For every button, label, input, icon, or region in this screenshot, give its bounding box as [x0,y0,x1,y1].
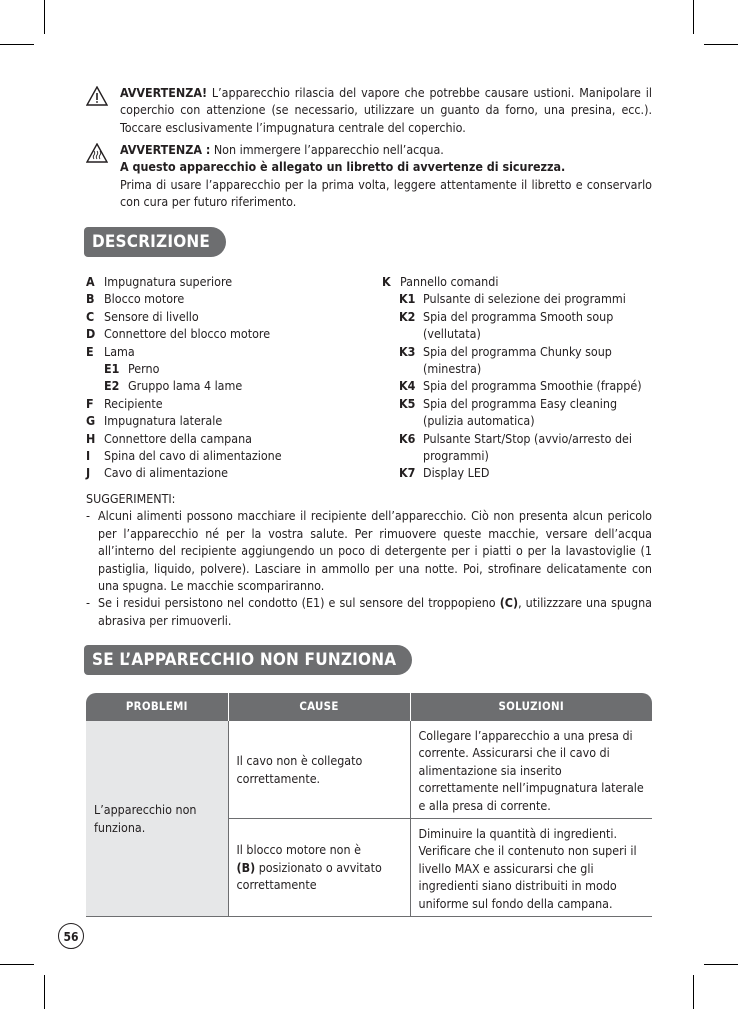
crop-mark [693,0,694,34]
list-item: F Recipiente [86,395,163,411]
list-item: A Impugnatura superiore [86,274,233,289]
warning-steam [86,84,652,136]
hot-steam-warning-icon [86,143,108,163]
list-item: C Sensore di livello [86,308,199,324]
list-item: E2 Gruppo lama 4 lame [104,378,243,394]
section-title-descrizione: DESCRIZIONE [84,227,226,257]
crop-mark [693,975,694,1009]
warning-label: AVVERTENZA! [120,85,208,100]
list-item: K2 Spia del programma Smooth soup (vellutata) [399,308,614,342]
cause-cell: Il blocco motore non è (B) posizionato o avvitato correttamente [228,819,410,917]
crop-mark [704,964,738,965]
column-header-cause: CAUSE [228,693,410,721]
list-item: E Lama [86,343,135,359]
list-item: B Blocco motore [86,291,185,307]
list-item: K Pannello comandi [382,274,499,289]
troubleshooting-table [86,693,652,917]
crop-mark [0,964,34,965]
list-item: K6 Pulsante Start/Stop (avvio/arresto dei programmi) [399,430,632,464]
tip-item: - Alcuni alimenti possono macchiare il recipiente dell’apparecchio. Ciò non presenta alcun pericolo per l’apparecchio né per la vostra salute. Per rimuovere queste macchie, versare dell’acqua all’interno del recipiente aggiungendo un poco di detergente per i piatti o per la lavastoviglie (1 pastiglia, liquido, polvere). Lasciare in ammollo per una notte. Poi, strofinare delicatamente con una spugna. Le macchie scompariranno. [86,508,652,594]
tips-section [86,490,652,629]
warning-text: L’apparecchio rilascia del vapore che potrebbe causare ustioni. Manipolare il coperchio con attenzione (se necessario, utilizzare un guanto da forno, una presina, ecc.). Toccare esclusivamente l’impugnatura centrale del coperchio. [120,85,652,135]
crop-mark [44,0,45,34]
warning-triangle-icon [86,86,108,106]
solution-cell: Collegare l’apparecchio a una presa di corrente. Assicurarsi che il cavo di alimentazione sia inserito correttamente nell’impugnatura laterale e alla presa di corrente. [410,721,652,819]
crop-mark [0,44,34,45]
list-item: D Connettore del blocco motore [86,326,271,342]
list-item: H Connettore della campana [86,430,252,446]
list-item: K5 Spia del programma Easy cleaning (pulizia automatica) [399,395,618,429]
column-header-soluzioni: SOLUZIONI [410,693,652,721]
warning-water [86,141,652,211]
parts-list-right [382,273,654,482]
list-item: K3 Spia del programma Chunky soup (minestra) [399,343,612,377]
tips-title: SUGGERIMENTI: [86,491,176,506]
warning-text-2: Prima di usare l’apparecchio per la prima volta, leggere attentamente il libretto e conservarlo con cura per futuro riferimento. [120,176,652,210]
list-item: E1 Perno [104,361,160,377]
parts-list-left [86,273,366,482]
list-item: K7 Display LED [399,465,490,481]
page-number: 56 [58,923,84,949]
solution-cell: Diminuire la quantità di ingredienti. Verificare che il contenuto non superi il livello MAX e assicurarsi che gli ingredienti siano distribuiti in modo uniforme sul fondo della campana. [410,819,652,917]
warning-text: Non immergere l’apparecchio nell’acqua. [210,142,444,157]
warning-bold-line: A questo apparecchio è allegato un libretto di avvertenze di sicurezza. [120,159,566,175]
warning-label: AVVERTENZA : [120,142,211,157]
list-item: J Cavo di alimentazione [86,465,228,481]
list-item: G Impugnatura laterale [86,413,223,429]
crop-mark [44,975,45,1009]
problem-cell: L’apparecchio non funziona. [86,721,228,917]
column-header-problemi: PROBLEMI [86,693,228,721]
list-item: K4 Spia del programma Smoothie (frappé) [399,378,642,394]
tip-item: - Se i residui persistono nel condotto (E1) e sul sensore del troppopieno (C), utilizzzare una spugna abrasiva per rimuoverli. [86,595,652,628]
cause-cell: Il cavo non è collegato correttamente. [228,721,410,819]
list-item: I Spina del cavo di alimentazione [86,448,282,464]
table-row [86,721,652,819]
list-item: K1 Pulsante di selezione dei programmi [399,291,626,307]
section-title-troubleshooting: SE L’APPARECCHIO NON FUNZIONA [84,645,412,675]
crop-mark [704,44,738,45]
